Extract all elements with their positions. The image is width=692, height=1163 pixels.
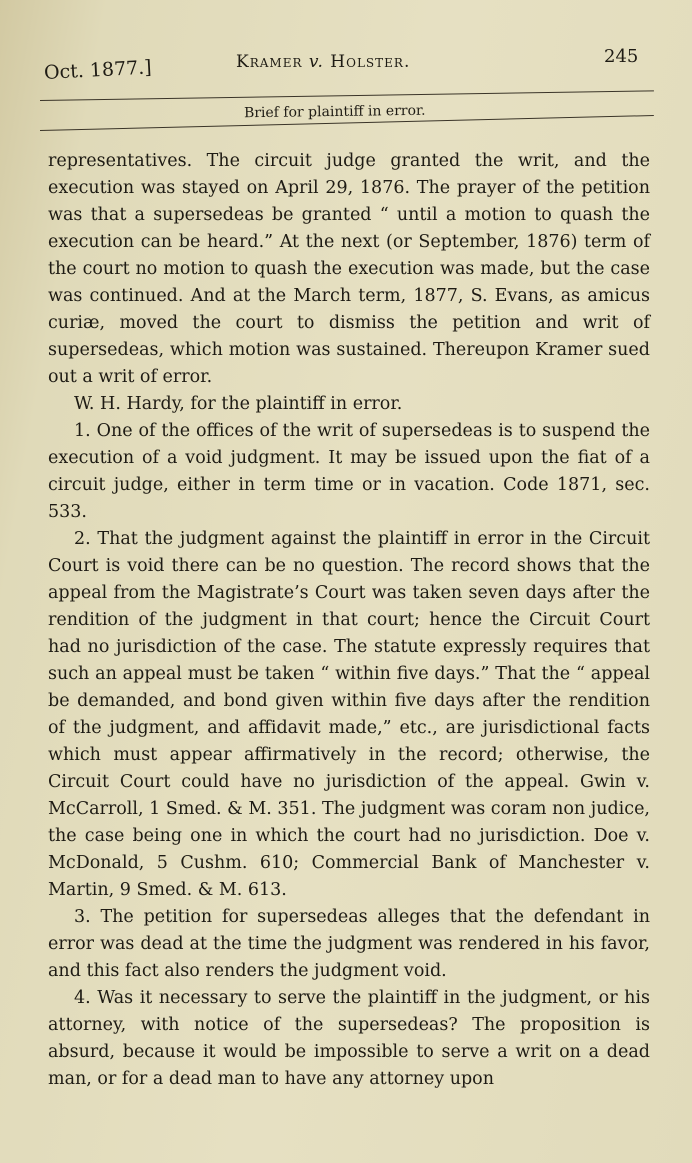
header-rule-top [40, 90, 654, 101]
paragraph-counsel: W. H. Hardy, for the plaintiff in error. [74, 394, 403, 414]
case-title [236, 52, 410, 72]
running-header [0, 0, 692, 135]
paragraph-point-2: 2. That the judgment against the plaintiff in error in the Circuit Court is void there can be no question. The record shows that the appeal from the Magistrate’s Court was taken seven days after the rendition of the judgment in that court; hence the Circuit Court had no jurisdiction of the case. The statute expressly requires that such an appeal must be taken “ within five days.” That the “ appeal be demanded, and bond given within five days after the rendition of the judgment, and affidavit made,” etc., are jurisdictional facts which must appear affirmatively in the record; otherwise, the Circuit Court could have no jurisdiction of the appeal. Gwin v. McCarroll, 1 Smed. & M. 351. The judgment was coram non judice, the case being one in which the court had no jurisdiction. Doe v. McDonald, 5 Cushm. 610; Commercial Bank of Manchester v. Martin, 9 Smed. & M. 613. [48, 529, 650, 900]
body-text [48, 148, 650, 1093]
case-party-left: Kramer [236, 52, 303, 72]
term-date: Oct. 1877.] [43, 56, 153, 84]
page-number: 245 [604, 46, 639, 67]
section-subtitle: Brief for plaintiff in error. [243, 102, 426, 122]
paragraph-point-3: 3. The petition for supersedeas alleges that the defendant in error was dead at the time the judgment was rendered in his favor, and this fact also renders the judgment void. [48, 907, 650, 981]
case-versus: v. [308, 52, 324, 72]
case-party-right: Holster. [330, 52, 411, 72]
paragraph-point-1: 1. One of the offices of the writ of supersedeas is to suspend the execution of a void judgment. It may be issued upon the fiat of a circuit judge, either in term time or in vacation. Code 1871, sec. 533. [48, 421, 650, 522]
paragraph-facts: representatives. The circuit judge granted the writ, and the execution was stayed on April 29, 1876. The prayer of the petition was that a supersedeas be granted “ until a motion to quash the execution can be heard.” At the next (or September, 1876) term of the court no motion to quash the execution was made, but the case was continued. And at the March term, 1877, S. Evans, as amicus curiæ, moved the court to dismiss the petition and writ of supersedeas, which motion was sustained. Thereupon Kramer sued out a writ of error. [48, 151, 650, 387]
paragraph-point-4: 4. Was it necessary to serve the plaintiff in the judgment, or his attorney, with notice of the supersedeas? The proposition is absurd, because it would be impossible to serve a writ on a dead man, or for a dead man to have any attorney upon [48, 988, 650, 1089]
